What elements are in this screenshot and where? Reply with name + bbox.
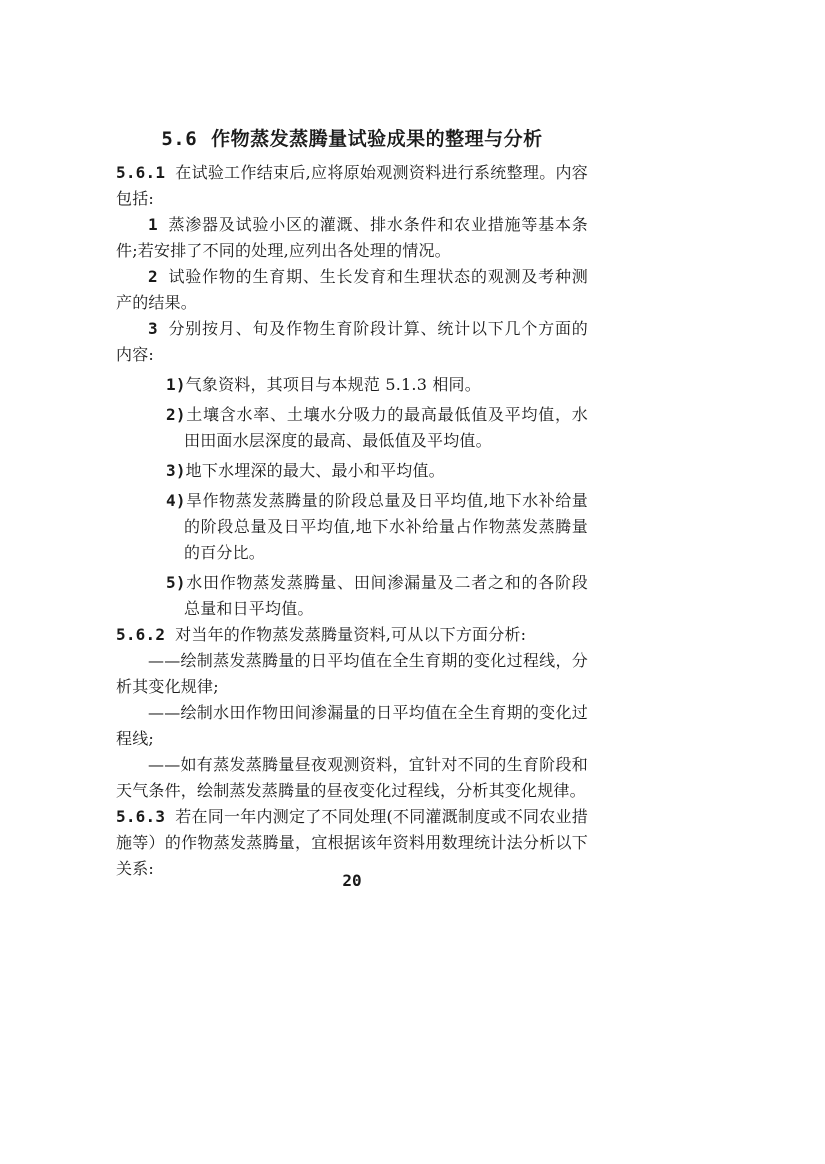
sub-item-number: 1) [166, 375, 186, 394]
sub-item-5 [116, 570, 588, 622]
sub-item-text: 地下水埋深的最大、最小和平均值。 [185, 461, 445, 480]
clause-number: 5.6.1 [116, 163, 166, 182]
clause-5-6-2 [116, 622, 588, 648]
document-body [116, 160, 588, 882]
list-item-3 [116, 316, 588, 368]
sub-item-text: 气象资料，其项目与本规范 5.1.3 相同。 [185, 375, 481, 394]
clause-text: 若在同一年内测定了不同处理(不同灌溉制度或不同农业措施等）的作物蒸发蒸腾量，宜根据该年资料用数理统计法分析以下关系: [116, 807, 588, 878]
item-text: 试验作物的生育期、生长发育和生理状态的观测及考种测产的结果。 [116, 267, 588, 312]
list-item-1 [116, 212, 588, 264]
dash-item-1: ——绘制蒸发蒸腾量的日平均值在全生育期的变化过程线，分析其变化规律; [116, 651, 588, 696]
sub-item-text: 土壤含水率、土壤水分吸力的最高最低值及平均值，水田田面水层深度的最高、最低值及平均值。 [184, 405, 588, 450]
clause-text: 对当年的作物蒸发蒸腾量资料,可从以下方面分析: [175, 625, 527, 644]
list-item-2 [116, 264, 588, 316]
sub-item-1 [116, 372, 588, 398]
section-heading-number: 5.6 [161, 128, 198, 150]
clause-number: 5.6.2 [116, 625, 166, 644]
dash-item-3: ——如有蒸发蒸腾量昼夜观测资料，宜针对不同的生育阶段和天气条件，绘制蒸发蒸腾量的昼夜变化过程线，分析其变化规律。 [116, 755, 588, 800]
item-number: 3 [148, 319, 158, 338]
clause-number: 5.6.3 [116, 807, 166, 826]
sub-item-number: 5) [166, 573, 186, 592]
sub-item-text: 旱作物蒸发蒸腾量的阶段总量及日平均值,地下水补给量的阶段总量及日平均值,地下水补给量占作物蒸发蒸腾量的百分比。 [184, 491, 588, 562]
sub-item-2 [116, 402, 588, 454]
section-heading [116, 124, 588, 151]
sub-item-number: 2) [166, 405, 186, 424]
sub-item-4 [116, 488, 588, 566]
page-number: 20 [342, 871, 362, 890]
dash-item-2: ——绘制水田作物田间渗漏量的日平均值在全生育期的变化过程线; [116, 703, 588, 748]
sub-item-text: 水田作物蒸发蒸腾量、田间渗漏量及二者之和的各阶段总量和日平均值。 [184, 573, 588, 618]
item-text: 蒸渗器及试验小区的灌溉、排水条件和农业措施等基本条件;若安排了不同的处理,应列出各处理的情况。 [116, 215, 588, 260]
clause-text: 在试验工作结束后,应将原始观测资料进行系统整理。内容包括: [116, 163, 588, 208]
section-heading-text: 作物蒸发蒸腾量试验成果的整理与分析 [211, 128, 543, 150]
sub-item-number: 4) [166, 491, 186, 510]
item-text: 分别按月、旬及作物生育阶段计算、统计以下几个方面的内容: [116, 319, 588, 364]
item-number: 2 [148, 267, 158, 286]
clause-5-6-1 [116, 160, 588, 212]
item-number: 1 [148, 215, 158, 234]
sub-item-3 [116, 458, 588, 484]
sub-item-number: 3) [166, 461, 186, 480]
